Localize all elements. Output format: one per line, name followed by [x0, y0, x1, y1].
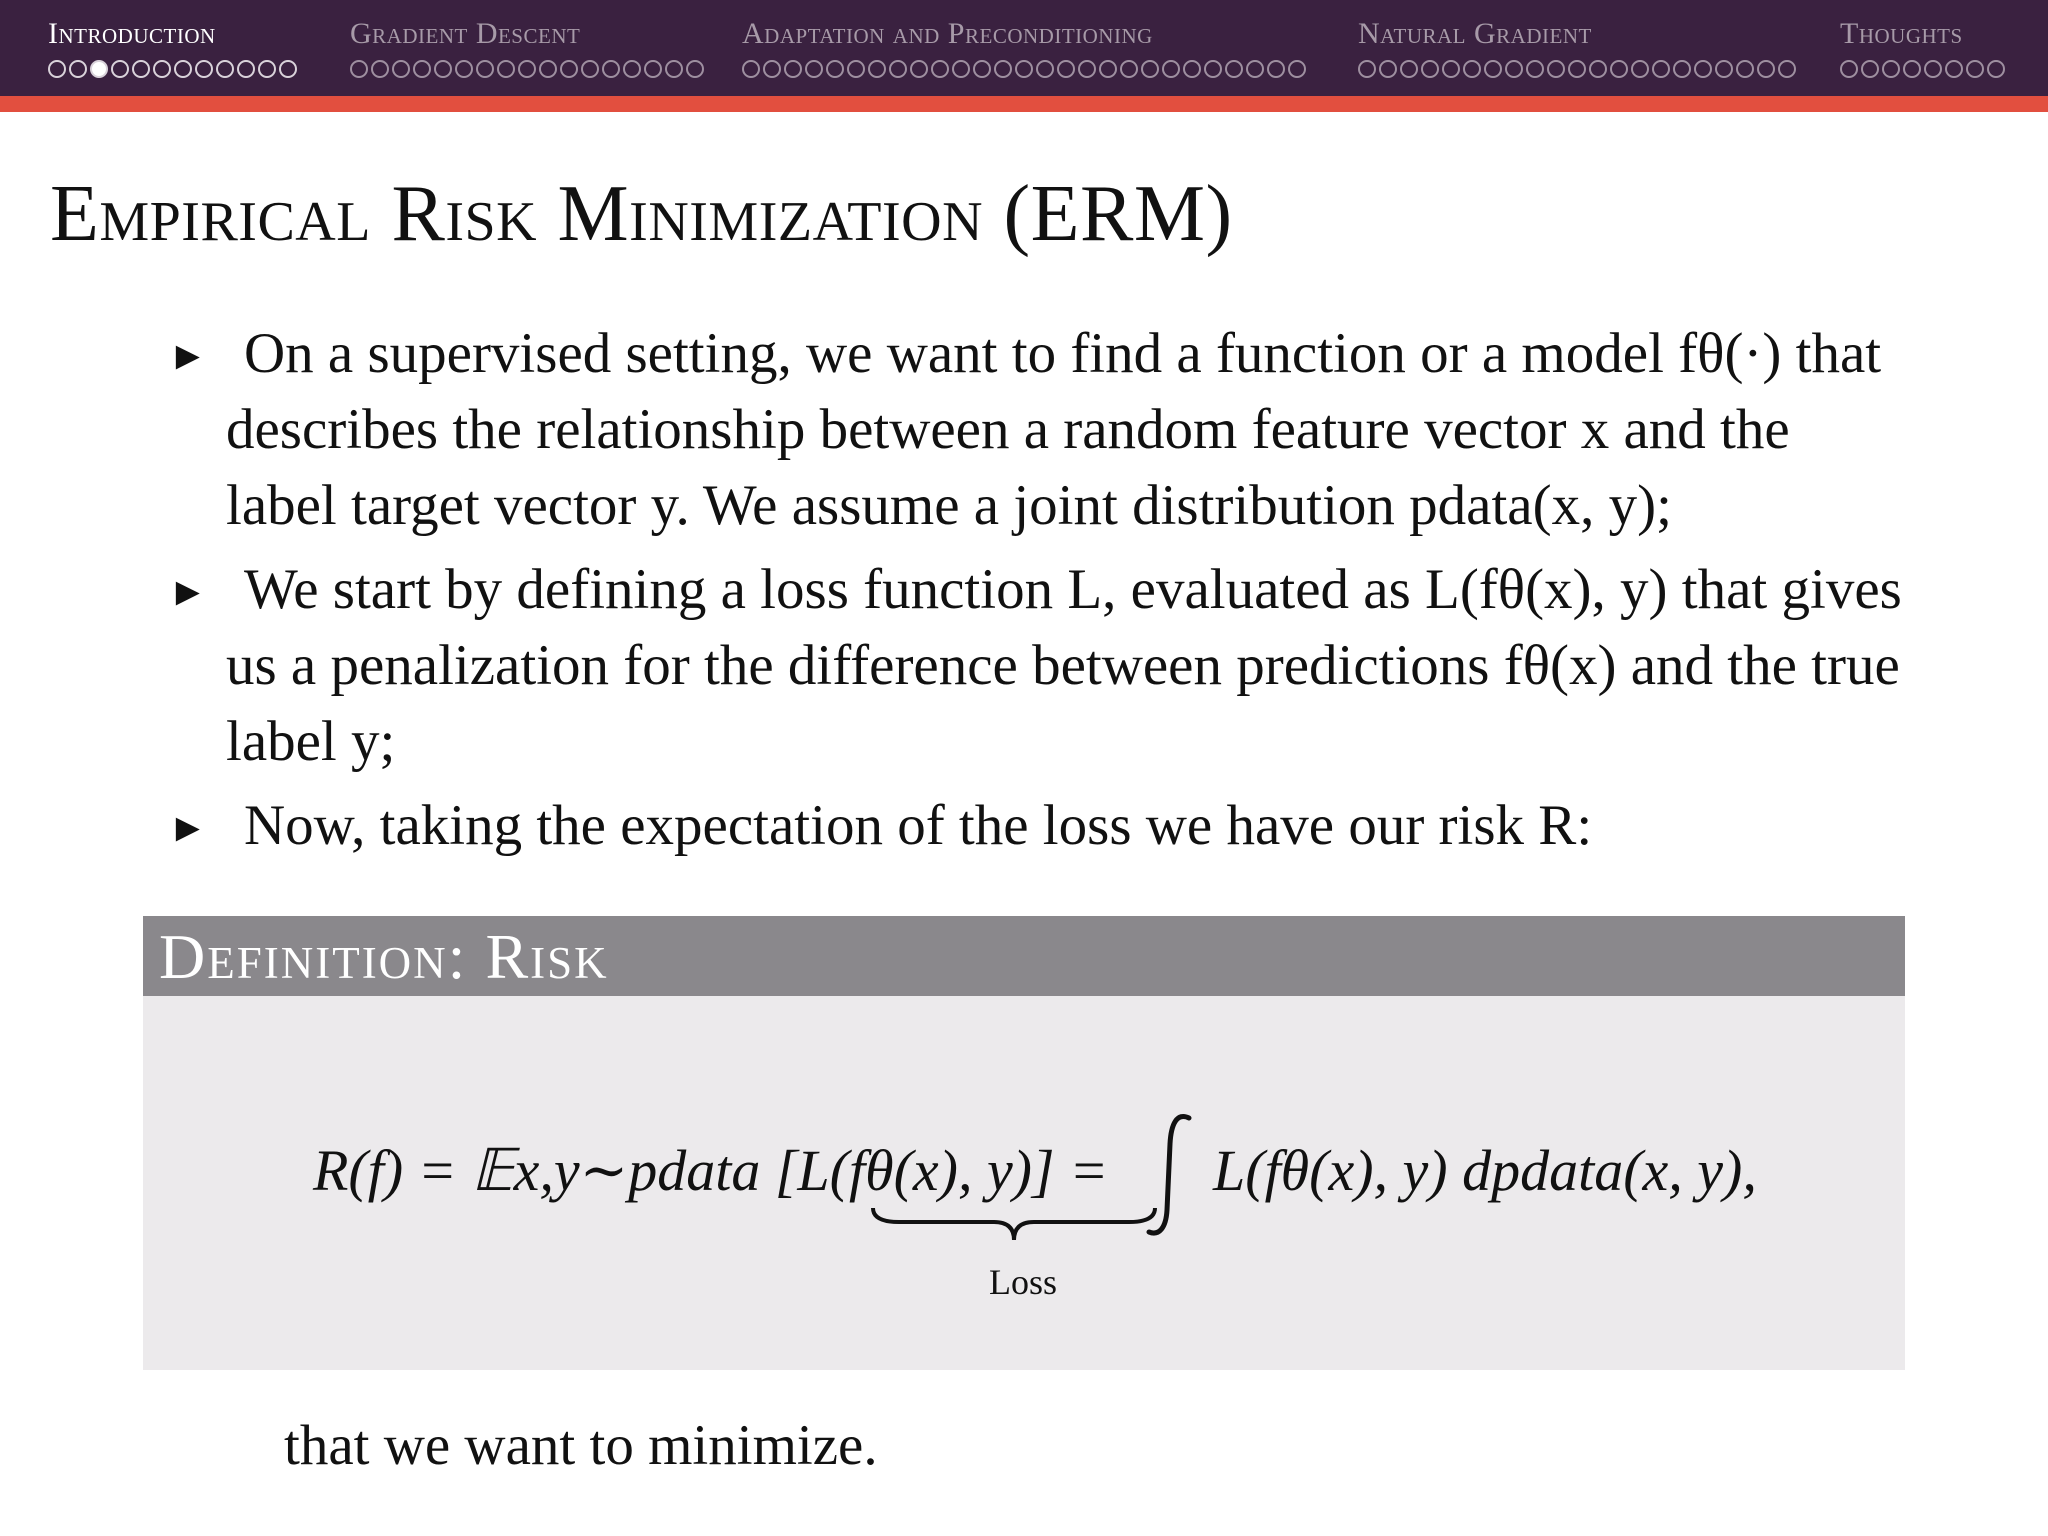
slide-dot[interactable] — [1631, 60, 1649, 78]
slide-dot[interactable] — [279, 60, 297, 78]
slide-dot[interactable] — [847, 60, 865, 78]
bullet-item — [168, 552, 1906, 780]
slide-dot[interactable] — [910, 60, 928, 78]
slide-dots — [1840, 60, 2005, 78]
slide-dot[interactable] — [1162, 60, 1180, 78]
current-slide-dot[interactable] — [90, 60, 108, 78]
equation-right: L(fθ(x), y) dpdata(x, y), — [1213, 1138, 1757, 1203]
slide-dot[interactable] — [560, 60, 578, 78]
slide-dot[interactable] — [1463, 60, 1481, 78]
slide-dot[interactable] — [1442, 60, 1460, 78]
slide-dot[interactable] — [868, 60, 886, 78]
slide-dot[interactable] — [413, 60, 431, 78]
nav-section-title[interactable]: Thoughts — [1840, 17, 1963, 50]
slide-dot[interactable] — [784, 60, 802, 78]
slide-dots — [350, 60, 704, 78]
slide-dot[interactable] — [1861, 60, 1879, 78]
section-navigation — [0, 0, 2048, 96]
slide-dot[interactable] — [1099, 60, 1117, 78]
slide-dot[interactable] — [1288, 60, 1306, 78]
slide-dot[interactable] — [1015, 60, 1033, 78]
slide-dot[interactable] — [1652, 60, 1670, 78]
bullet-text: On a supervised setting, we want to find a function or a model fθ(·) that describes the relationship between a random feature vector x and the label target vector y. We assume a joint distribution pdata(x, y); — [226, 322, 1882, 537]
nav-section-title[interactable]: Natural Gradient — [1358, 17, 1592, 50]
slide-dot[interactable] — [174, 60, 192, 78]
slide-dot[interactable] — [581, 60, 599, 78]
triangle-bullet-icon: ► — [168, 805, 208, 850]
slide-dot[interactable] — [1882, 60, 1900, 78]
slide-dot[interactable] — [742, 60, 760, 78]
slide-dot[interactable] — [518, 60, 536, 78]
slide-dot[interactable] — [952, 60, 970, 78]
slide-dot[interactable] — [805, 60, 823, 78]
slide-dot[interactable] — [539, 60, 557, 78]
brace-label: Loss — [988, 1262, 1057, 1302]
slide-dot[interactable] — [434, 60, 452, 78]
slide-dot[interactable] — [1484, 60, 1502, 78]
slide-title: Empirical Risk Minimization (ERM) — [50, 170, 1233, 258]
slide-dot[interactable] — [1945, 60, 1963, 78]
slide-dot[interactable] — [826, 60, 844, 78]
slide-dot[interactable] — [1966, 60, 1984, 78]
slide-dot[interactable] — [111, 60, 129, 78]
slide-dot[interactable] — [1694, 60, 1712, 78]
nav-section-title[interactable]: Introduction — [48, 17, 216, 50]
nav-section-title[interactable]: Gradient Descent — [350, 17, 581, 50]
slide-dot[interactable] — [1400, 60, 1418, 78]
slide-dots — [1358, 60, 1796, 78]
slide-dot[interactable] — [1204, 60, 1222, 78]
slide-dot[interactable] — [1141, 60, 1159, 78]
slide-dot[interactable] — [350, 60, 368, 78]
slide-dot[interactable] — [1673, 60, 1691, 78]
slide-dot[interactable] — [763, 60, 781, 78]
equation-left: R(f) = 𝔼x,y∼pdata [L(fθ(x), y)] = — [313, 1138, 1109, 1203]
slide-dot[interactable] — [1078, 60, 1096, 78]
slide-dot[interactable] — [1421, 60, 1439, 78]
nav-section-thoughts[interactable] — [1840, 18, 2005, 78]
slide-dot[interactable] — [237, 60, 255, 78]
slide-dot[interactable] — [1505, 60, 1523, 78]
slide-dot[interactable] — [1358, 60, 1376, 78]
nav-section-introduction[interactable] — [48, 18, 297, 78]
slide-dot[interactable] — [195, 60, 213, 78]
slide-dot[interactable] — [602, 60, 620, 78]
bullet-text: Now, taking the expectation of the loss we have our risk R: — [244, 794, 1593, 857]
slide-dot[interactable] — [1057, 60, 1075, 78]
slide-dot[interactable] — [455, 60, 473, 78]
slide-dot[interactable] — [1778, 60, 1796, 78]
underbrace-icon — [869, 1206, 1159, 1246]
slide-dot[interactable] — [1715, 60, 1733, 78]
slide-dot[interactable] — [392, 60, 410, 78]
slide-dot[interactable] — [1840, 60, 1858, 78]
slide-dots — [48, 60, 297, 78]
definition-title: Definition: Risk — [159, 921, 609, 992]
triangle-bullet-icon: ► — [168, 569, 208, 614]
slide-dot[interactable] — [994, 60, 1012, 78]
slide-dot[interactable] — [1924, 60, 1942, 78]
slide-dot[interactable] — [1183, 60, 1201, 78]
nav-accent-bar — [0, 96, 2048, 112]
slide-dot[interactable] — [216, 60, 234, 78]
nav-section-natural-gradient[interactable] — [1358, 18, 1796, 78]
slide-dot[interactable] — [1379, 60, 1397, 78]
slide-dot[interactable] — [48, 60, 66, 78]
bullet-text: We start by defining a loss function L, evaluated as L(fθ(x), y) that gives us a penalization for the difference between predictions fθ(x) and the true label y; — [226, 558, 1902, 773]
slide-dot[interactable] — [1610, 60, 1628, 78]
slide-dot[interactable] — [1246, 60, 1264, 78]
slide-dot[interactable] — [371, 60, 389, 78]
slide-dot[interactable] — [889, 60, 907, 78]
bullet-item — [168, 788, 1906, 864]
slide-dot[interactable] — [1589, 60, 1607, 78]
slide-dot[interactable] — [665, 60, 683, 78]
slide-dot[interactable] — [623, 60, 641, 78]
slide-dot[interactable] — [973, 60, 991, 78]
nav-section-adaptation[interactable] — [742, 18, 1306, 78]
triangle-bullet-icon: ► — [168, 333, 208, 378]
bullet-item — [168, 316, 1906, 544]
slide-dot[interactable] — [931, 60, 949, 78]
nav-section-gradient-descent[interactable] — [350, 18, 704, 78]
slide-dot[interactable] — [153, 60, 171, 78]
closing-text: that we want to minimize. — [284, 1414, 878, 1477]
definition-header — [143, 916, 1905, 996]
slide-dot[interactable] — [69, 60, 87, 78]
slide-dot[interactable] — [1736, 60, 1754, 78]
slide-dot[interactable] — [1568, 60, 1586, 78]
slide-dot[interactable] — [1120, 60, 1138, 78]
slide-dot[interactable] — [476, 60, 494, 78]
slide-dot[interactable] — [497, 60, 515, 78]
slide-dot[interactable] — [644, 60, 662, 78]
slide-dot[interactable] — [1757, 60, 1775, 78]
slide-dot[interactable] — [1267, 60, 1285, 78]
slide-dot[interactable] — [132, 60, 150, 78]
nav-section-title[interactable]: Adaptation and Preconditioning — [742, 17, 1153, 50]
slide-dot[interactable] — [1547, 60, 1565, 78]
slide-dot[interactable] — [1036, 60, 1054, 78]
bullet-list — [168, 316, 1906, 872]
risk-equation — [313, 1136, 1773, 1336]
slide-dot[interactable] — [258, 60, 276, 78]
slide-dot[interactable] — [1903, 60, 1921, 78]
slide-dot[interactable] — [1526, 60, 1544, 78]
slide-dot[interactable] — [1987, 60, 2005, 78]
slide-dot[interactable] — [1225, 60, 1243, 78]
slide-dot[interactable] — [686, 60, 704, 78]
definition-body — [143, 996, 1905, 1370]
slide-dots — [742, 60, 1306, 78]
